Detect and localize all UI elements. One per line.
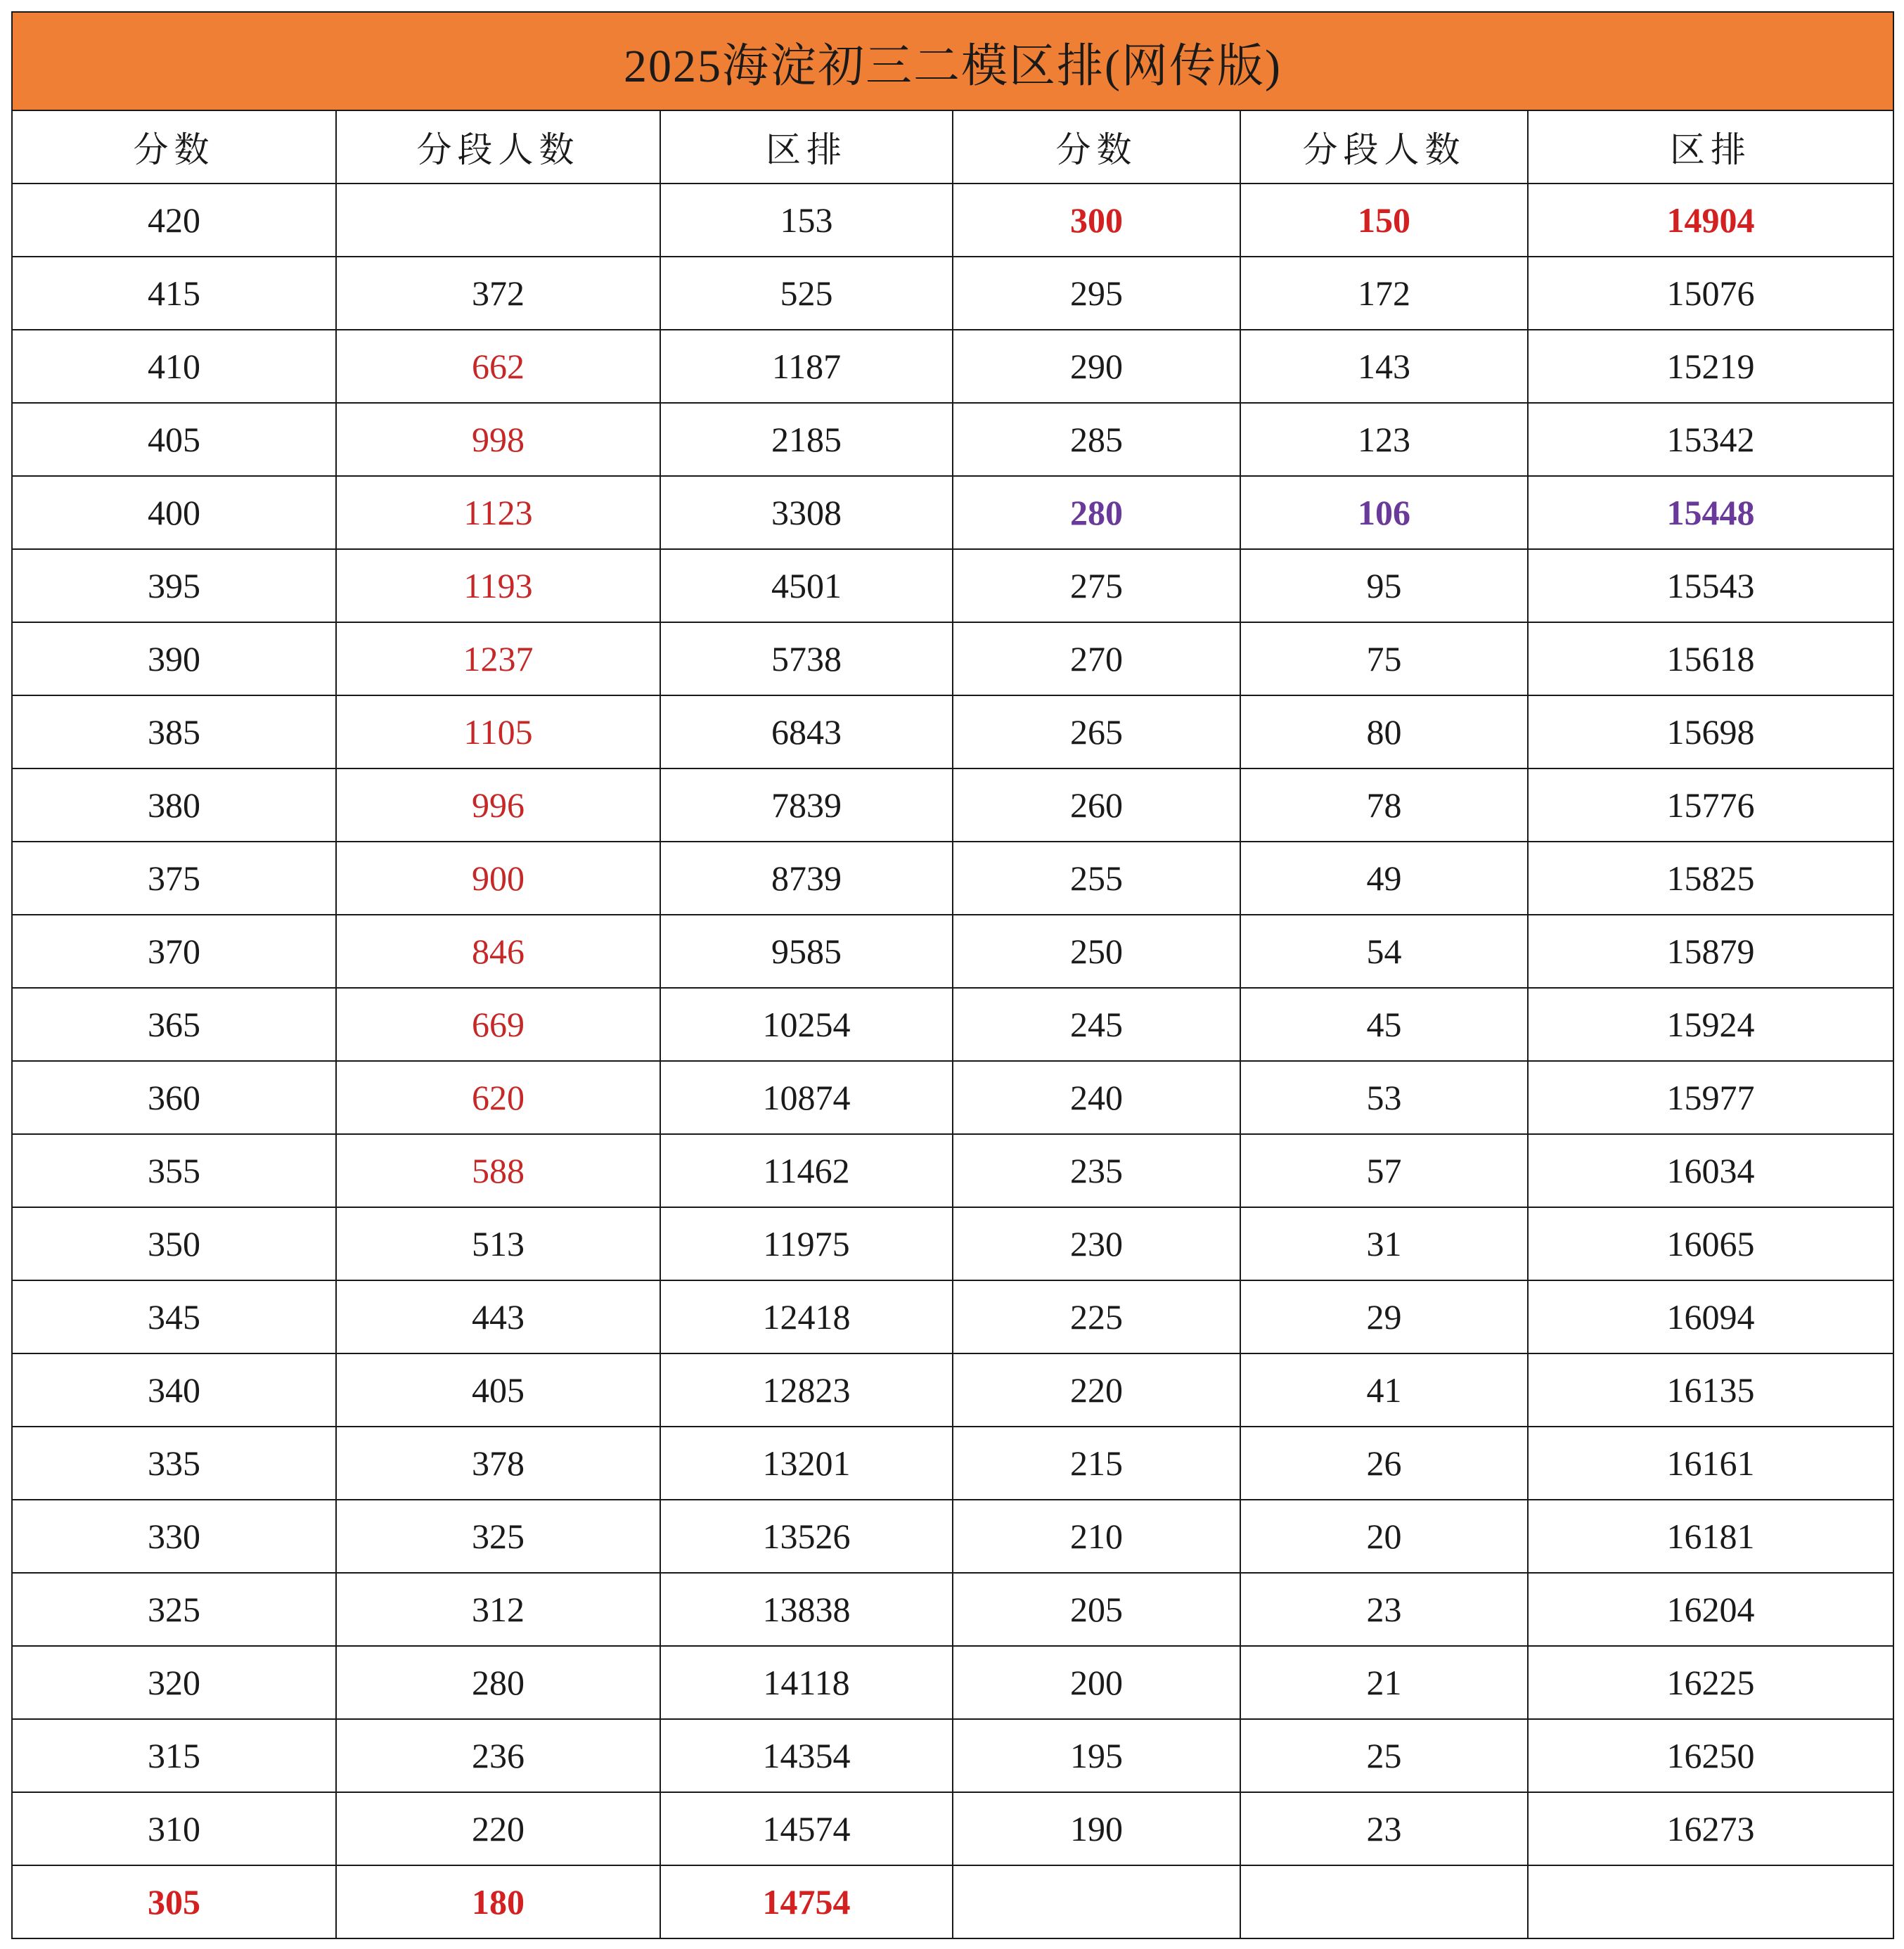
- table-row: [12, 988, 1893, 1061]
- cell-count-left: 220: [336, 1792, 660, 1865]
- table-row: [12, 768, 1893, 842]
- cell-score-right: 255: [953, 842, 1240, 915]
- table-row: [12, 330, 1893, 403]
- table-row: [12, 1500, 1893, 1573]
- cell-score-left: 360: [12, 1061, 336, 1134]
- cell-score-left: 355: [12, 1134, 336, 1207]
- cell-count-left: 996: [336, 768, 660, 842]
- cell-count-right: [1240, 1865, 1528, 1938]
- cell-count-right: 54: [1240, 915, 1528, 988]
- cell-count-right: 95: [1240, 549, 1528, 622]
- cell-score-left: 325: [12, 1573, 336, 1646]
- cell-count-right: 41: [1240, 1353, 1528, 1427]
- cell-score-left: 315: [12, 1719, 336, 1792]
- cell-count-left: 588: [336, 1134, 660, 1207]
- cell-count-left: 378: [336, 1427, 660, 1500]
- cell-rank-left: 14574: [660, 1792, 953, 1865]
- cell-count-right: 31: [1240, 1207, 1528, 1280]
- cell-count-left: 236: [336, 1719, 660, 1792]
- cell-count-right: 23: [1240, 1792, 1528, 1865]
- table-row: [12, 842, 1893, 915]
- cell-count-left: [336, 184, 660, 257]
- cell-count-left: 180: [336, 1865, 660, 1938]
- header-score-left: 分数: [12, 110, 336, 184]
- table-row: [12, 1865, 1893, 1938]
- cell-rank-right: 15448: [1528, 476, 1893, 549]
- cell-score-left: 420: [12, 184, 336, 257]
- cell-score-left: 340: [12, 1353, 336, 1427]
- cell-count-left: 1193: [336, 549, 660, 622]
- cell-score-right: 225: [953, 1280, 1240, 1353]
- table-row: [12, 1573, 1893, 1646]
- cell-rank-right: 15219: [1528, 330, 1893, 403]
- cell-score-right: 210: [953, 1500, 1240, 1573]
- cell-score-left: 350: [12, 1207, 336, 1280]
- cell-score-left: 365: [12, 988, 336, 1061]
- cell-rank-left: 5738: [660, 622, 953, 695]
- cell-score-right: 295: [953, 257, 1240, 330]
- cell-score-right: 300: [953, 184, 1240, 257]
- cell-score-left: 410: [12, 330, 336, 403]
- cell-score-right: 240: [953, 1061, 1240, 1134]
- cell-score-right: 200: [953, 1646, 1240, 1719]
- cell-rank-right: 15977: [1528, 1061, 1893, 1134]
- cell-rank-right: 16161: [1528, 1427, 1893, 1500]
- table-row: [12, 1427, 1893, 1500]
- cell-rank-left: 525: [660, 257, 953, 330]
- cell-count-right: 150: [1240, 184, 1528, 257]
- cell-rank-left: 7839: [660, 768, 953, 842]
- table-row: [12, 184, 1893, 257]
- cell-count-left: 513: [336, 1207, 660, 1280]
- cell-score-right: 215: [953, 1427, 1240, 1500]
- cell-count-right: 123: [1240, 403, 1528, 476]
- cell-score-left: 370: [12, 915, 336, 988]
- cell-rank-right: 15618: [1528, 622, 1893, 695]
- cell-count-right: 45: [1240, 988, 1528, 1061]
- cell-count-right: 106: [1240, 476, 1528, 549]
- cell-score-right: 250: [953, 915, 1240, 988]
- cell-score-right: 280: [953, 476, 1240, 549]
- cell-score-left: 400: [12, 476, 336, 549]
- table-title: 2025海淀初三二模区排(网传版): [12, 12, 1893, 110]
- cell-count-left: 998: [336, 403, 660, 476]
- cell-count-left: 846: [336, 915, 660, 988]
- cell-rank-left: 13526: [660, 1500, 953, 1573]
- cell-count-left: 372: [336, 257, 660, 330]
- cell-rank-left: 12823: [660, 1353, 953, 1427]
- cell-count-right: 78: [1240, 768, 1528, 842]
- cell-score-left: 375: [12, 842, 336, 915]
- cell-count-right: 172: [1240, 257, 1528, 330]
- cell-score-left: 345: [12, 1280, 336, 1353]
- cell-score-left: 310: [12, 1792, 336, 1865]
- cell-rank-right: 14904: [1528, 184, 1893, 257]
- cell-count-left: 620: [336, 1061, 660, 1134]
- cell-rank-left: 2185: [660, 403, 953, 476]
- cell-rank-left: 13838: [660, 1573, 953, 1646]
- cell-count-right: 25: [1240, 1719, 1528, 1792]
- cell-rank-left: 4501: [660, 549, 953, 622]
- cell-count-left: 669: [336, 988, 660, 1061]
- cell-score-left: 405: [12, 403, 336, 476]
- cell-rank-left: 14754: [660, 1865, 953, 1938]
- header-row: [12, 110, 1893, 184]
- cell-rank-right: 16135: [1528, 1353, 1893, 1427]
- table-row: [12, 476, 1893, 549]
- cell-score-left: 330: [12, 1500, 336, 1573]
- header-count-left: 分段人数: [336, 110, 660, 184]
- table-row: [12, 1353, 1893, 1427]
- table-row: [12, 1280, 1893, 1353]
- table-row: [12, 1134, 1893, 1207]
- cell-score-left: 305: [12, 1865, 336, 1938]
- table-row: [12, 622, 1893, 695]
- cell-rank-left: 9585: [660, 915, 953, 988]
- cell-count-left: 443: [336, 1280, 660, 1353]
- table-row: [12, 1207, 1893, 1280]
- cell-rank-right: 15825: [1528, 842, 1893, 915]
- cell-rank-left: 3308: [660, 476, 953, 549]
- cell-count-right: 53: [1240, 1061, 1528, 1134]
- cell-rank-right: [1528, 1865, 1893, 1938]
- cell-rank-right: 15924: [1528, 988, 1893, 1061]
- cell-rank-right: 16065: [1528, 1207, 1893, 1280]
- cell-count-left: 1123: [336, 476, 660, 549]
- cell-score-left: 390: [12, 622, 336, 695]
- cell-count-left: 1105: [336, 695, 660, 768]
- cell-rank-right: 16181: [1528, 1500, 1893, 1573]
- cell-count-right: 49: [1240, 842, 1528, 915]
- score-rank-table: [11, 11, 1894, 1939]
- cell-score-right: 260: [953, 768, 1240, 842]
- cell-count-right: 143: [1240, 330, 1528, 403]
- cell-rank-left: 153: [660, 184, 953, 257]
- cell-score-right: 245: [953, 988, 1240, 1061]
- header-score-right: 分数: [953, 110, 1240, 184]
- table-row: [12, 1719, 1893, 1792]
- cell-score-right: 285: [953, 403, 1240, 476]
- cell-count-left: 662: [336, 330, 660, 403]
- cell-count-left: 325: [336, 1500, 660, 1573]
- cell-score-right: 275: [953, 549, 1240, 622]
- cell-rank-right: 16273: [1528, 1792, 1893, 1865]
- cell-rank-left: 1187: [660, 330, 953, 403]
- cell-score-right: 290: [953, 330, 1240, 403]
- cell-count-right: 75: [1240, 622, 1528, 695]
- cell-rank-left: 11462: [660, 1134, 953, 1207]
- score-rank-sheet: [11, 11, 1893, 1941]
- cell-rank-right: 15543: [1528, 549, 1893, 622]
- cell-score-left: 385: [12, 695, 336, 768]
- cell-count-right: 80: [1240, 695, 1528, 768]
- cell-count-left: 405: [336, 1353, 660, 1427]
- cell-rank-right: 15698: [1528, 695, 1893, 768]
- cell-score-right: 265: [953, 695, 1240, 768]
- cell-rank-left: 10874: [660, 1061, 953, 1134]
- cell-rank-left: 8739: [660, 842, 953, 915]
- cell-count-right: 26: [1240, 1427, 1528, 1500]
- table-row: [12, 915, 1893, 988]
- table-body: [12, 184, 1893, 1938]
- cell-rank-left: 14354: [660, 1719, 953, 1792]
- cell-count-right: 57: [1240, 1134, 1528, 1207]
- header-rank-right: 区排: [1528, 110, 1893, 184]
- cell-score-right: 270: [953, 622, 1240, 695]
- cell-score-right: 230: [953, 1207, 1240, 1280]
- cell-rank-right: 16034: [1528, 1134, 1893, 1207]
- cell-rank-right: 15076: [1528, 257, 1893, 330]
- cell-count-left: 280: [336, 1646, 660, 1719]
- table-row: [12, 257, 1893, 330]
- table-row: [12, 403, 1893, 476]
- cell-score-left: 335: [12, 1427, 336, 1500]
- cell-rank-left: 14118: [660, 1646, 953, 1719]
- table-row: [12, 1792, 1893, 1865]
- cell-rank-left: 12418: [660, 1280, 953, 1353]
- cell-score-right: 220: [953, 1353, 1240, 1427]
- cell-rank-left: 13201: [660, 1427, 953, 1500]
- cell-count-left: 312: [336, 1573, 660, 1646]
- cell-rank-right: 15879: [1528, 915, 1893, 988]
- cell-score-right: 190: [953, 1792, 1240, 1865]
- table-row: [12, 1646, 1893, 1719]
- cell-rank-right: 16225: [1528, 1646, 1893, 1719]
- cell-score-left: 320: [12, 1646, 336, 1719]
- cell-rank-left: 10254: [660, 988, 953, 1061]
- table-row: [12, 695, 1893, 768]
- cell-rank-right: 15776: [1528, 768, 1893, 842]
- cell-rank-right: 16094: [1528, 1280, 1893, 1353]
- cell-rank-left: 11975: [660, 1207, 953, 1280]
- cell-score-left: 380: [12, 768, 336, 842]
- cell-score-right: [953, 1865, 1240, 1938]
- header-rank-left: 区排: [660, 110, 953, 184]
- cell-rank-right: 16250: [1528, 1719, 1893, 1792]
- cell-count-right: 20: [1240, 1500, 1528, 1573]
- table-row: [12, 1061, 1893, 1134]
- cell-score-right: 195: [953, 1719, 1240, 1792]
- cell-score-left: 395: [12, 549, 336, 622]
- cell-rank-right: 16204: [1528, 1573, 1893, 1646]
- cell-count-right: 21: [1240, 1646, 1528, 1719]
- cell-score-right: 205: [953, 1573, 1240, 1646]
- cell-score-right: 235: [953, 1134, 1240, 1207]
- cell-rank-right: 15342: [1528, 403, 1893, 476]
- table-row: [12, 549, 1893, 622]
- cell-count-left: 900: [336, 842, 660, 915]
- cell-rank-left: 6843: [660, 695, 953, 768]
- cell-count-right: 29: [1240, 1280, 1528, 1353]
- header-count-right: 分段人数: [1240, 110, 1528, 184]
- cell-score-left: 415: [12, 257, 336, 330]
- cell-count-left: 1237: [336, 622, 660, 695]
- cell-count-right: 23: [1240, 1573, 1528, 1646]
